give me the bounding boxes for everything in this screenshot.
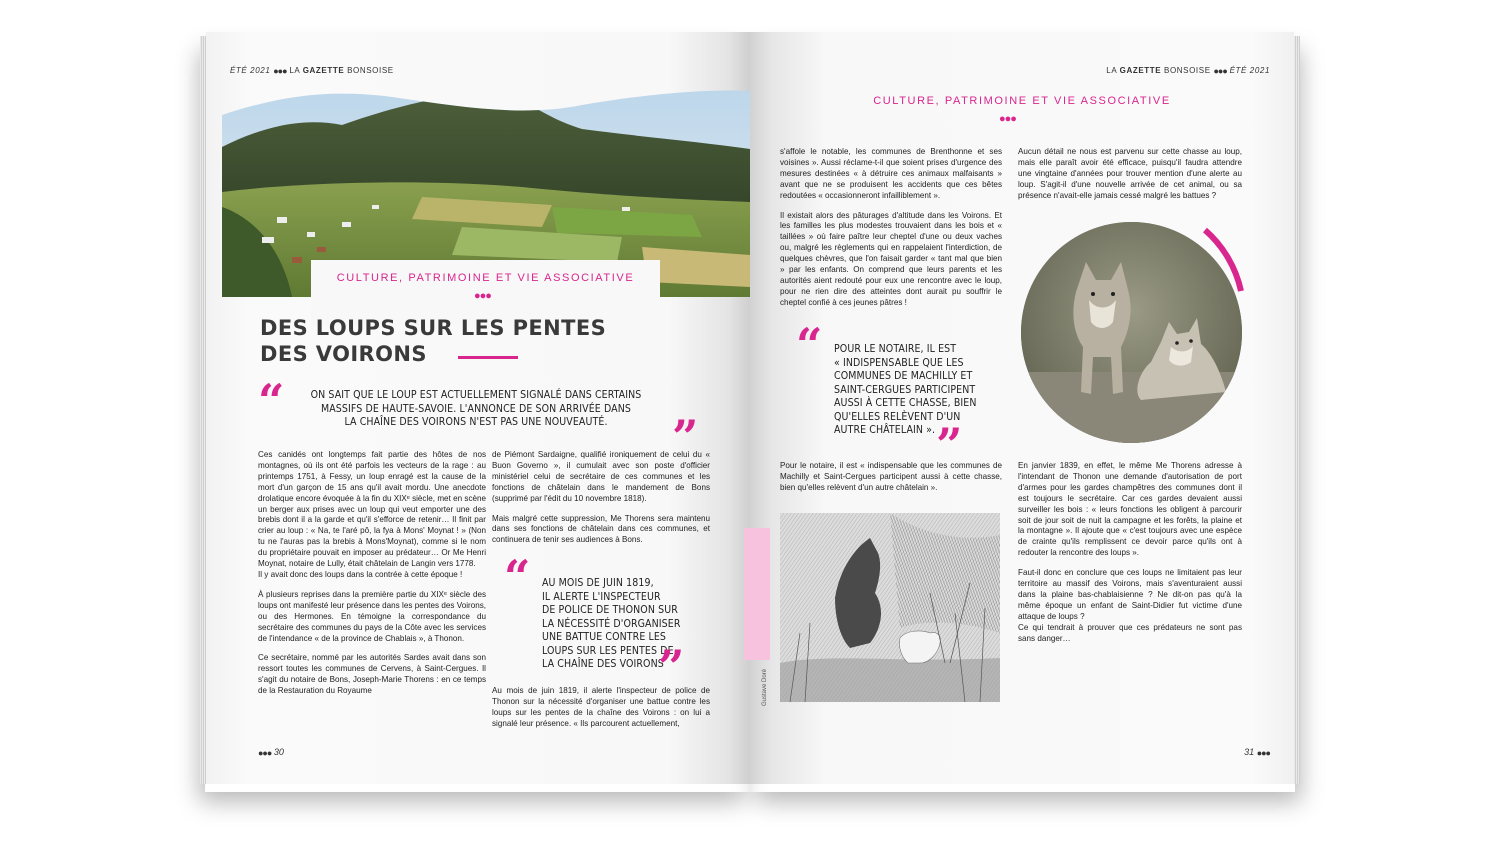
pull-quote-line: LOUPS SUR LES PENTES DE	[542, 644, 674, 657]
paragraph: Faut-il donc en conclure que ces loups ne limitaient pas leur territoire au massif des Voirons, mais s'aventuraient aussi dans la plaine bas-chablaisienne ? Ne dit-on pas qu'à la même époque un enfant de Saint-Didier fut victime d'une attaque de loups ? Ce qui tendrait à prouver que ces prédateurs ne sont pas sans danger…	[1018, 568, 1242, 643]
title-line-2: DES VOIRONS	[260, 342, 427, 366]
image-credit: Gustave Doré	[762, 668, 768, 706]
left-column-2-bottom	[492, 686, 710, 739]
pull-quote-line: POUR LE NOTAIRE, IL EST	[834, 343, 957, 355]
pull-quote-line: LA CHAÎNE DES VOIRONS	[542, 658, 664, 670]
pub-prefix: LA	[289, 66, 303, 76]
pull-quote-line: AU MOIS DE JUIN 1819,	[542, 577, 654, 589]
pink-arc-accent	[1015, 216, 1248, 449]
paragraph: de Piémont Sardaigne, qualifié ironiquement de celui du « Buon Governo », il cumulait avec son poste d'officier ministériel celui de secrétaire de ces communes et les fonctions de châtelain dans le mandement de Bons (supprimé par l'édit du 10 novembre 1818).	[492, 450, 710, 503]
right-column-1-bottom	[780, 461, 1002, 503]
pull-quote-line: COMMUNES DE MACHILLY ET	[834, 370, 973, 382]
pull-quote-line: LA NÉCESSITÉ D'ORGANISER	[542, 617, 681, 630]
dots-icon: ●●●	[273, 66, 287, 76]
season-label: ÉTÉ 2021	[230, 66, 271, 76]
pull-quote-line: IL ALERTE L'INSPECTEUR	[542, 590, 661, 603]
open-quote-icon: “	[504, 550, 531, 604]
engraving-wolf-lamb	[780, 513, 1000, 702]
pub-prefix: LA	[1106, 66, 1120, 76]
title-underline	[458, 356, 518, 359]
right-running-head	[1106, 66, 1270, 76]
pub-name: GAZETTE	[1119, 66, 1162, 76]
left-column-2	[492, 450, 710, 555]
pull-quote-line: AUTRE CHÂTELAIN ».	[834, 424, 936, 436]
intro-quote-line: ON SAIT QUE LE LOUP EST ACTUELLEMENT SIGNALÉ DANS CERTAINS	[310, 389, 642, 401]
paragraph: Au mois de juin 1819, il alerte l'inspecteur de police de Thonon sur la nécessité d'organiser une battue contre les loups sur les pentes de la chaîne des Voirons : on lui a signalé leur présence. « Ils parcourent actuellement,	[492, 686, 710, 728]
paragraph: À plusieurs reprises dans la première partie du XIXᵉ siècle des loups ont manifesté leur présence dans les pentes des Voirons, ou des Hermones. En témoigne la correspondance du secrétaire des communes du pays de la Côte avec les services de l'intendance « de la province de Chablais », à Thonon.	[258, 589, 486, 643]
page-number-left	[258, 747, 284, 758]
paragraph: Aucun détail ne nous est parvenu sur cette chasse au loup, mais elle paraît avoir été efficace, puisqu'il faudra attendre une vingtaine d'années pour trouver mention d'une alerte au loup. S'agit-il d'une nouvelle arrivée de cet animal, ou sa présence n'avait-elle jamais cessé malgré les battues ?	[1018, 147, 1242, 200]
section-tag: CULTURE, PATRIMOINE ET VIE ASSOCIATIVE	[336, 272, 635, 284]
section-tag: CULTURE, PATRIMOINE ET VIE ASSOCIATIVE	[873, 95, 1171, 107]
pull-quote-line: « INDISPENSABLE QUE LES	[834, 356, 964, 369]
page-number: 31	[1244, 747, 1255, 757]
open-quote-icon: “	[258, 374, 285, 428]
pull-quote-line: SAINT-CERGUES PARTICIPENT	[834, 383, 976, 396]
right-column-2	[1018, 461, 1242, 654]
paragraph: s'affole le notable, les communes de Brenthonne et ses voisines ». Aussi réclame-t-il que soient prises d'urgence des mesures destinées « à détruire ces animaux malfaisants » avant que ne se produisent les accidents que ces bêtes redoutées « occasionneront infailliblement ».	[780, 147, 1002, 200]
dots-icon: ●●●	[999, 113, 1016, 125]
pub-suffix: BONSOISE	[344, 66, 394, 76]
close-quote-icon: ”	[658, 640, 685, 694]
dots-icon: ●●●	[1213, 66, 1227, 76]
intro-quote-line: LA CHAÎNE DES VOIRONS N'EST PAS UNE NOUVEAUTÉ.	[344, 416, 608, 428]
paragraph: Mais malgré cette suppression, Me Thorens sera maintenu dans ses fonctions de châtelain dans ces communes, et continuera de tenir ses audiences à Bons.	[492, 513, 710, 545]
paragraph: Pour le notaire, il est « indispensable que les communes de Machilly et Saint-Cergues participent aussi à cette chasse, bien qu'elles relèvent d'un autre châtelain ».	[780, 461, 1002, 492]
paragraph: Ces canidés ont longtemps fait partie des hôtes de nos montagnes, où ils ont été parfois les vecteurs de la rage : au printemps 1751, à Fessy, un loup enragé est la cause de la mort d'un garçon de 15 ans qu'il avait mordu. Une anecdote drolatique encore évoquée à la fin du XIXᵉ siècle, met en scène un berger aux prises avec un loup qui veut emporter une des brebis dont il a la garde et qu'il s'efforce de retenir… Il finit par crier au loup : « Na, te l'aré pô, la fya à Mons' Moynat ! » (Non tu ne l'auras pas la brebis à Mons'Moynat), comme si le nom du propriétaire pouvait en imposer au prédateur… Or Me Henri Moynat, notaire de Lully, était châtelain de Langin vers 1778. Il y avait donc des loups dans la contrée à cette époque !	[258, 450, 486, 579]
pull-quote-line: UNE BATTUE CONTRE LES	[542, 631, 667, 643]
right-column-1	[780, 147, 1002, 318]
title-line-1: DES LOUPS SUR LES PENTES	[260, 316, 607, 340]
right-column-2-top	[1018, 147, 1242, 211]
page-number: 30	[273, 747, 284, 757]
left-running-head	[230, 66, 394, 76]
pub-suffix: BONSOISE	[1161, 66, 1211, 76]
season-label: ÉTÉ 2021	[1229, 66, 1270, 76]
dots-icon: ●●●	[258, 747, 272, 758]
close-quote-icon: ”	[936, 418, 963, 472]
pull-quote-line: QU'ELLES RELÈVENT D'UN	[834, 410, 961, 423]
open-quote-icon: “	[796, 318, 823, 372]
intro-quote-line: MASSIFS DE HAUTE-SAVOIE. L'ANNONCE DE SON ARRIVÉE DANS	[321, 402, 631, 415]
paragraph: En janvier 1839, en effet, le même Me Thorens adresse à l'intendant de Thonon une demande d'autorisation de port d'armes pour les gardes champêtres des communes dont il est toujours le secrétaire. Car ces gardes devaient aussi surveiller les bois : « leurs fonctions les obligent à parcourir soit de jour soit de nuit la campagne et les forêts, la plaine et la montagne ». Il ajoute que « c'est toujours avec une espèce de crainte qu'ils remplissent ce devoir parce qu'ils ont à redouter la rencontre des loups ».	[1018, 461, 1242, 558]
paragraph: Ce secrétaire, nommé par les autorités Sardes avait dans son ressort toutes les communes de Cervens, à Saint-Cergues. Il s'agit du notaire de Bons, Joseph-Marie Thorens : en ce temps de la Restauration du Royaume	[258, 653, 486, 696]
pull-quote	[834, 343, 1004, 438]
left-page	[206, 32, 750, 784]
left-column-1	[258, 450, 486, 706]
intro-quote	[286, 389, 666, 430]
pink-accent-block	[744, 528, 770, 660]
dots-icon: ●●●	[1256, 747, 1270, 758]
dots-icon: ●●●	[474, 290, 491, 302]
page-number-right	[1244, 747, 1270, 758]
article-title	[260, 315, 606, 367]
close-quote-icon: ”	[672, 410, 699, 464]
pull-quote-line: DE POLICE DE THONON SUR	[542, 604, 678, 616]
pull-quote-line: AUSSI À CETTE CHASSE, BIEN	[834, 397, 977, 409]
engraving-illustration	[780, 513, 1000, 702]
pub-name: GAZETTE	[302, 66, 345, 76]
paragraph: Il existait alors des pâturages d'altitude dans les Voirons. Et les familles les plus modestes trouvaient dans les bois et « taillées » où faire paître leur cheptel d'une ou deux vaches ou, malgré les règlements qui en rappelaient l'interdiction, de quelques chèvres, que l'on faisait garder « tant mal que bien » par les enfants. On comprend que leurs parents et les autorités aient redouté pour eux une rencontre avec le loup, pour ne rien dire des atteintes dont aurait pu souffrir le cheptel confié à ces jeunes pâtres !	[780, 210, 1002, 307]
